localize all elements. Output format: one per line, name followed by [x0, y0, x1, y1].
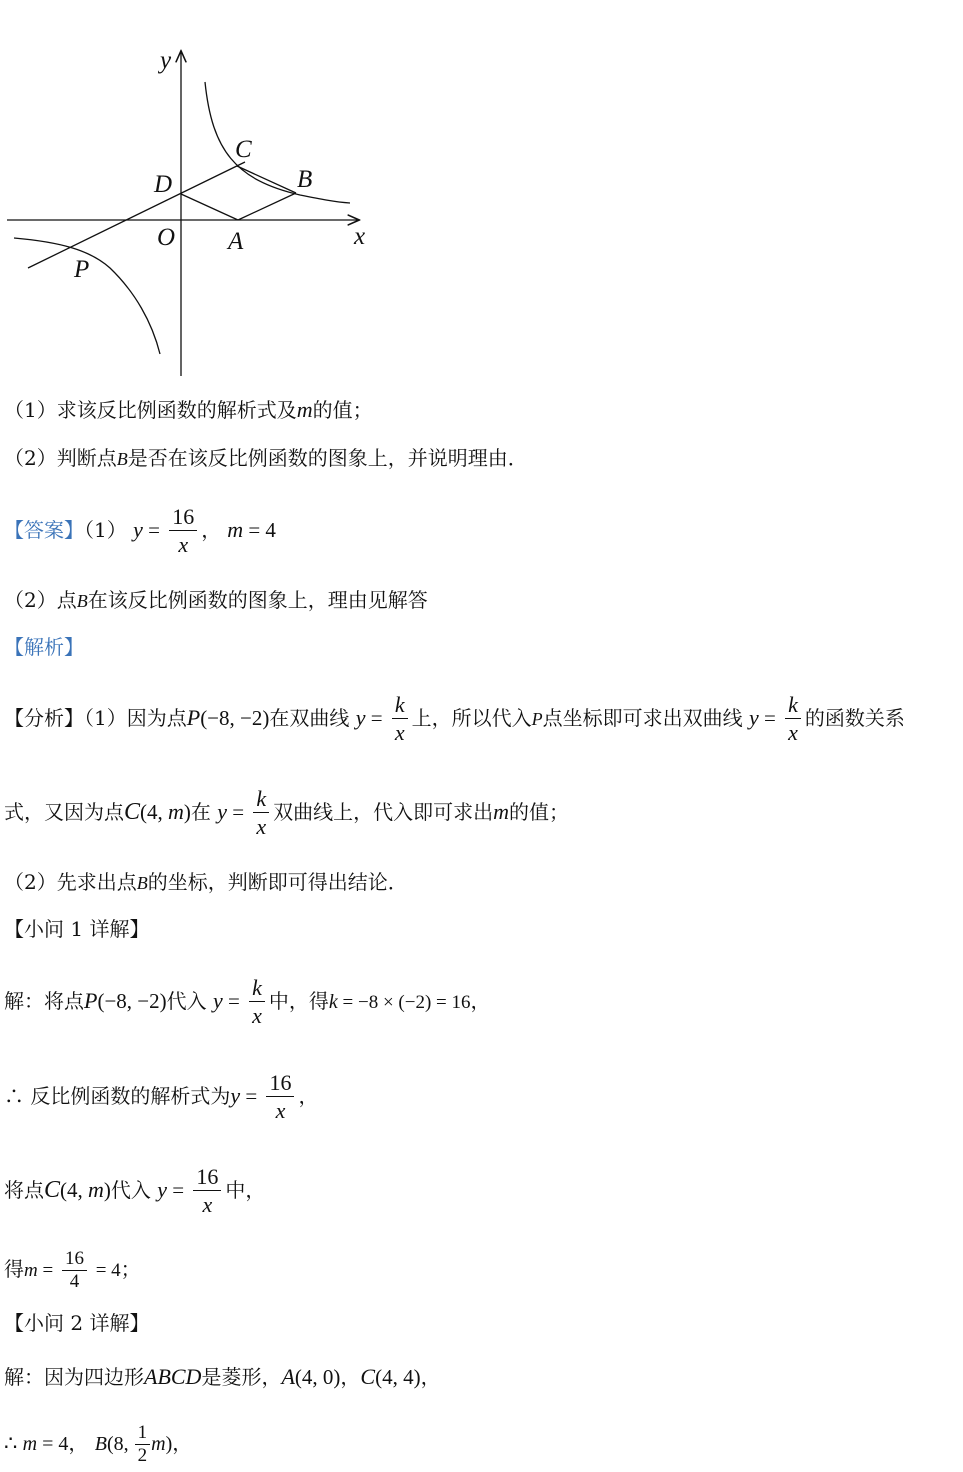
solution-2-line-1: 解：因为四边形ABCD是菱形，A(4, 0)，C(4, 4)，	[4, 1364, 441, 1389]
segment-ab	[238, 193, 296, 220]
label-p: P	[74, 256, 90, 283]
question-1: （1）求该反比例函数的解析式及m的值；	[4, 397, 373, 422]
label-a: A	[228, 228, 244, 255]
function-graph	[0, 0, 380, 385]
segment-cb	[237, 166, 296, 193]
solution-1-line-1: 解：将点P(−8, −2)代入 y = $\frac{k}{x}$ 中，得k = −8 × (−2) = 16，	[4, 975, 491, 1028]
analysis-line-3: （2）先求出点B的坐标，判断即可得出结论．	[4, 870, 408, 894]
answer-line: 【答案】（1） y = $\frac{16}{x}$ ， m = 4	[4, 504, 276, 557]
analysis-line-2: 式，又因为点C(4, m)在 y = $\frac{k}{x}$ 双曲线上，代入即可求出m的值；	[4, 786, 570, 839]
analysis-line-1: 【分析】（1）因为点P(−8, −2)在双曲线 y = $\frac{k}{x}$ 上，所以代入P点坐标即可求出双曲线 y = $\frac{k}{x}$ 的函数关系	[4, 692, 905, 745]
solution-2-line-2: ∴ m = 4， B(8, $\frac{1}{2}$ m)，	[4, 1422, 193, 1466]
subquestion-2-tag: 【小问 2 详解】	[4, 1311, 150, 1335]
solution-1-line-4: 得m = $\frac{16}{4}$ = 4；	[4, 1248, 141, 1292]
label-d: D	[154, 171, 173, 198]
answer-2: （2）点B在该反比例函数的图象上，理由见解答	[4, 588, 428, 612]
label-c: C	[235, 136, 252, 163]
solution-1-line-2: ∴ 反比例函数的解析式为y = $\frac{16}{x}$ ，	[4, 1070, 319, 1123]
label-y: y	[160, 47, 172, 74]
line-pdc	[28, 162, 245, 268]
subquestion-1-tag: 【小问 1 详解】	[4, 917, 150, 941]
label-x: x	[354, 223, 366, 250]
solution-1-line-3: 将点C(4, m)代入 y = $\frac{16}{x}$ 中，	[4, 1164, 266, 1217]
label-b: B	[297, 166, 313, 193]
segment-da	[181, 194, 238, 220]
question-2: （2）判断点B是否在该反比例函数的图象上，并说明理由．	[4, 446, 528, 470]
label-o: O	[157, 224, 176, 251]
answer-tag: 【答案】	[4, 518, 84, 542]
analysis-tag: 【解析】	[4, 635, 84, 659]
